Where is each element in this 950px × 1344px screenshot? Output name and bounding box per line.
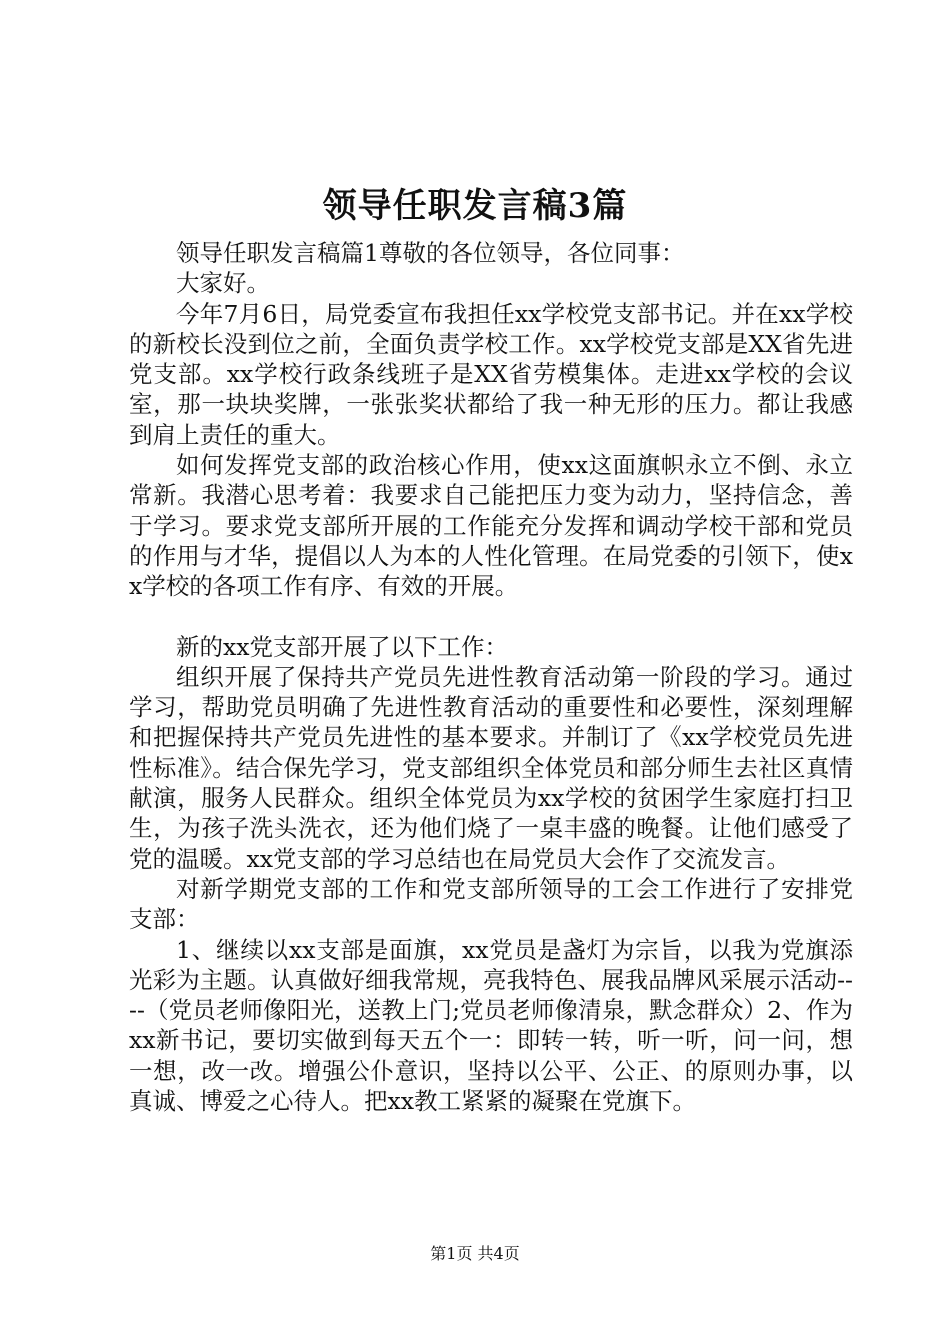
document-title: 领导任职发言稿3篇 — [322, 186, 628, 226]
paragraph-reflection: 如何发挥党支部的政治核心作用，使xx这面旗帜永立不倒、永立常新。我潜心思考着：我要求自己能把压力变为动力，坚持信念，善于学习。要求党支部所开展的工作能充分发挥和调动学校干部和党员的作用与才华，提倡以人为本的人性化管理。在局党委的引领下，使xx学校的各项工作有序、有效的开展。 — [129, 451, 853, 601]
paragraph-work-intro: 新的xx党支部开展了以下工作： — [176, 632, 509, 661]
paragraph-appointment: 今年7月6日，局党委宣布我担任xx学校党支部书记。并在xx学校的新校长没到位之前，全面负责学校工作。xx学校党支部是XX省先进党支部。xx学校行政条线班子是XX省劳模集体。走进xx学校的会议室，那一块块奖牌，一张张奖状都给了我一种无形的压力。都让我感到肩上责任的重大。 — [129, 299, 853, 449]
paragraph-new-semester: 对新学期党支部的工作和党支部所领导的工会工作进行了安排党支部： — [129, 874, 853, 934]
page-footer: 第1页 共4页 — [430, 1244, 520, 1263]
paragraph-opening: 领导任职发言稿篇1尊敬的各位领导，各位同事： — [176, 239, 685, 267]
paragraph-study-activities: 组织开展了保持共产党员先进性教育活动第一阶段的学习。通过学习，帮助党员明确了先进性教育活动的重要性和必要性，深刻理解和把握保持共产党员先进性的基本要求。并制订了《xx学校党员先进性标准》。结合保先学习，党支部组织全体党员和部分师生去社区真情献演，服务人民群众。组织全体党员为xx学校的贫困学生家庭打扫卫生，为孩子洗头洗衣，还为他们烧了一桌丰盛的晚餐。让他们感受了党的温暖。xx党支部的学习总结也在局党员大会作了交流发言。 — [129, 662, 853, 873]
paragraph-greeting: 大家好。 — [176, 269, 270, 298]
document-body — [129, 238, 853, 1116]
paragraph-plan-items: 1、继续以xx支部是面旗，xx党员是盏灯为宗旨，以我为党旗添光彩为主题。认真做好细我常规，亮我特色、展我品牌风采展示活动----（党员老师像阳光，送教上门;党员老师像清泉，默念群众）2、作为xx新书记，要切实做到每天五个一：即转一转，听一听，问一问，想一想，改一改。增强公仆意识，坚持以公平、公正、的原则办事，以真诚、博爱之心待人。把xx教工紧紧的凝聚在党旗下。 — [129, 935, 853, 1116]
